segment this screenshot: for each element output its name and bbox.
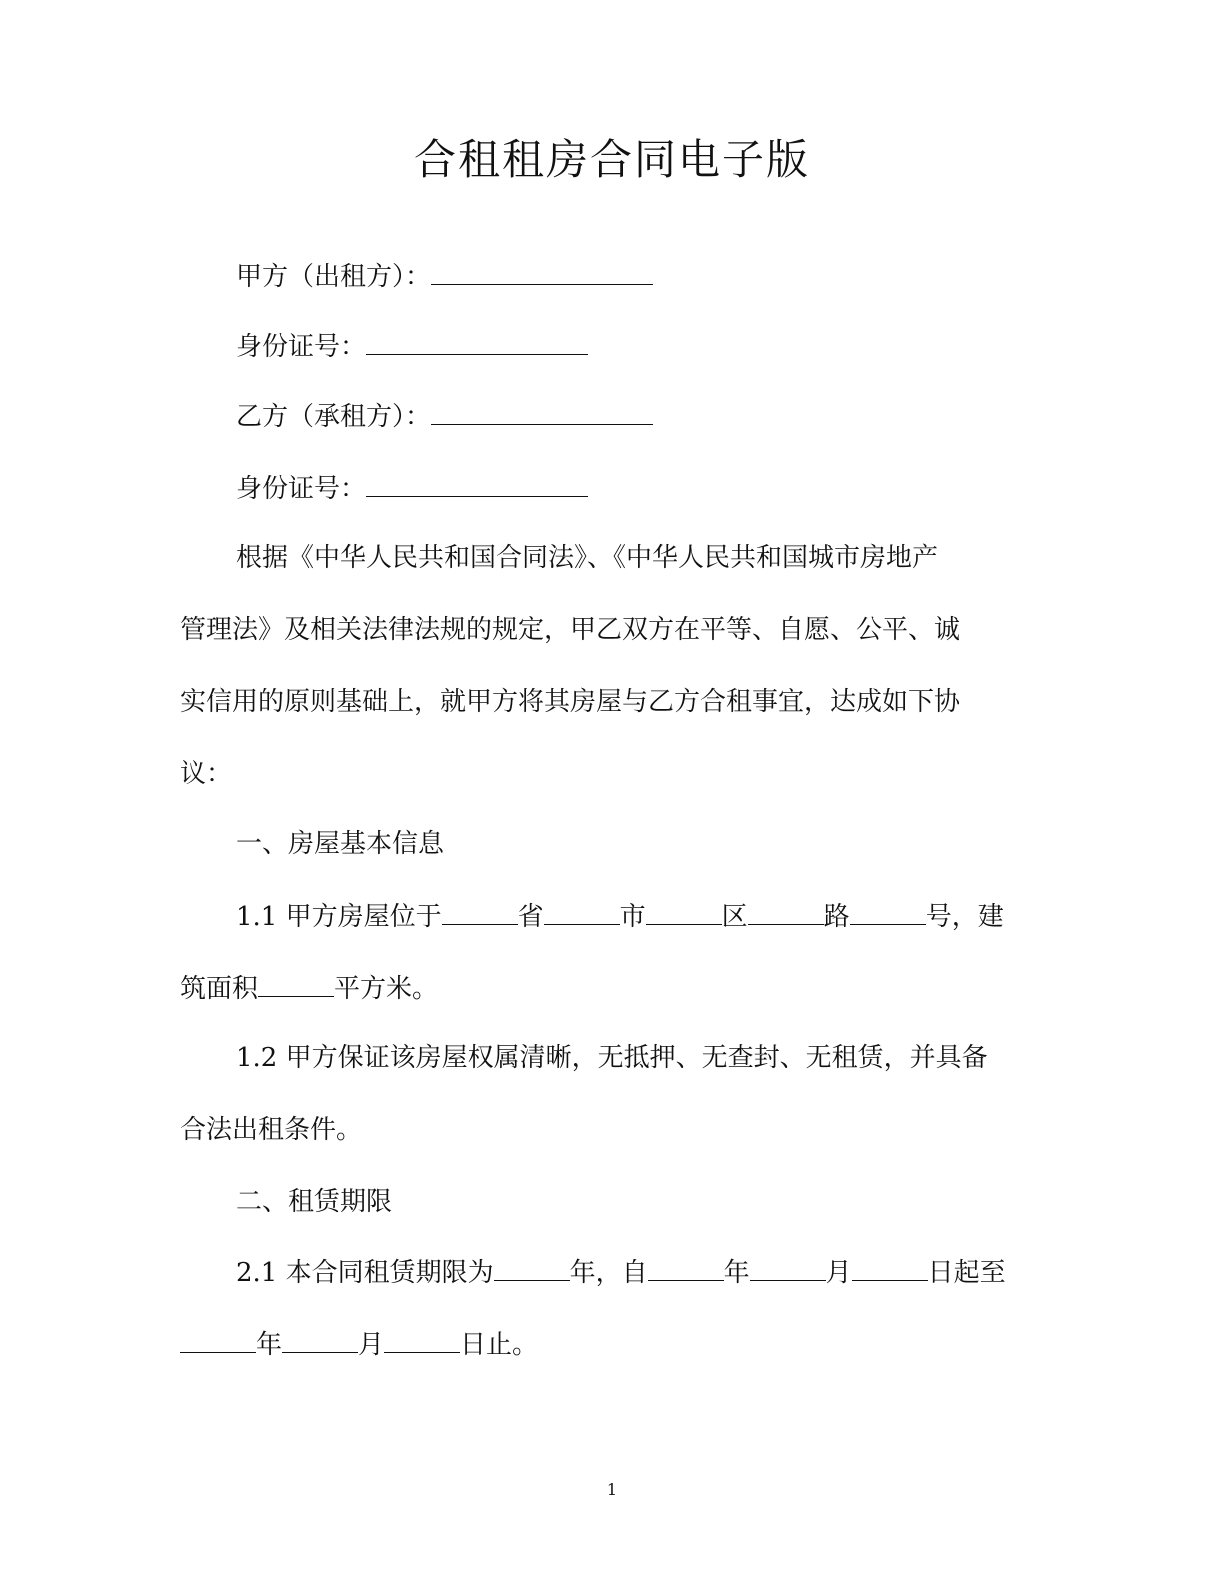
- area-unit: 平方米。: [334, 974, 439, 1004]
- document-title: 合租租房合同电子版: [413, 135, 810, 184]
- province-label: 省: [517, 902, 544, 932]
- end-month-blank[interactable]: [282, 1326, 358, 1353]
- start-month-label: 月: [825, 1258, 852, 1288]
- clause-2-1-line-1: [236, 1254, 1006, 1291]
- party-a-name-blank[interactable]: [431, 258, 653, 285]
- preamble-line: 实信用的原则基础上，就甲方将其房屋与乙方合租事宜，达成如下协: [180, 687, 961, 717]
- clause-1-1-prefix: 1.1 甲方房屋位于: [236, 902, 442, 932]
- party-a-row: [236, 258, 653, 295]
- party-a-id-row: [236, 328, 588, 365]
- district-label: 区: [721, 902, 748, 932]
- area-prefix: 筑面积: [180, 974, 259, 1004]
- start-day-blank[interactable]: [852, 1254, 928, 1281]
- road-label: 路: [823, 902, 850, 932]
- party-b-id-label: 身份证号：: [236, 474, 367, 504]
- province-blank[interactable]: [442, 898, 518, 925]
- section-heading-house-info: 一、房屋基本信息: [236, 829, 445, 859]
- area-blank[interactable]: [258, 970, 334, 997]
- clause-1-1-line-1: [236, 898, 1004, 935]
- number-blank[interactable]: [850, 898, 926, 925]
- party-a-id-label: 身份证号：: [236, 332, 367, 362]
- number-label: 号，建: [925, 902, 1004, 932]
- start-month-blank[interactable]: [750, 1254, 826, 1281]
- end-day-label: 日止。: [460, 1330, 539, 1360]
- party-b-row: [236, 398, 653, 435]
- years-from-label: 年，自: [569, 1258, 648, 1288]
- end-year-label: 年: [256, 1330, 283, 1360]
- party-b-id-blank[interactable]: [366, 470, 588, 497]
- page-number: 1: [606, 1480, 618, 1499]
- road-blank[interactable]: [748, 898, 824, 925]
- party-a-label: 甲方（出租方）：: [236, 262, 432, 292]
- preamble-line: 根据《中华人民共和国合同法》、《中华人民共和国城市房地产: [236, 543, 939, 573]
- city-label: 市: [619, 902, 646, 932]
- clause-2-1-line-2: [180, 1326, 538, 1363]
- party-a-id-blank[interactable]: [366, 328, 588, 355]
- district-blank[interactable]: [646, 898, 722, 925]
- city-blank[interactable]: [544, 898, 620, 925]
- clause-2-1-prefix: 2.1 本合同租赁期限为: [236, 1258, 494, 1288]
- party-b-label: 乙方（承租方）：: [236, 402, 432, 432]
- start-year-blank[interactable]: [648, 1254, 724, 1281]
- clause-1-1-line-2: [180, 970, 438, 1007]
- party-b-name-blank[interactable]: [431, 398, 653, 425]
- start-year-label: 年: [723, 1258, 750, 1288]
- clause-1-2-line: 合法出租条件。: [180, 1115, 363, 1145]
- lease-years-blank[interactable]: [494, 1254, 570, 1281]
- preamble-line: 管理法》及相关法律法规的规定，甲乙双方在平等、自愿、公平、诚: [180, 615, 961, 645]
- section-heading-lease-term: 二、租赁期限: [236, 1187, 393, 1217]
- end-month-label: 月: [358, 1330, 385, 1360]
- start-day-label: 日起至: [927, 1258, 1006, 1288]
- party-b-id-row: [236, 470, 588, 507]
- end-year-blank[interactable]: [180, 1326, 256, 1353]
- clause-1-2-line: 1.2 甲方保证该房屋权属清晰，无抵押、无查封、无租赁，并具备: [236, 1043, 988, 1073]
- end-day-blank[interactable]: [384, 1326, 460, 1353]
- preamble-line: 议：: [180, 759, 233, 789]
